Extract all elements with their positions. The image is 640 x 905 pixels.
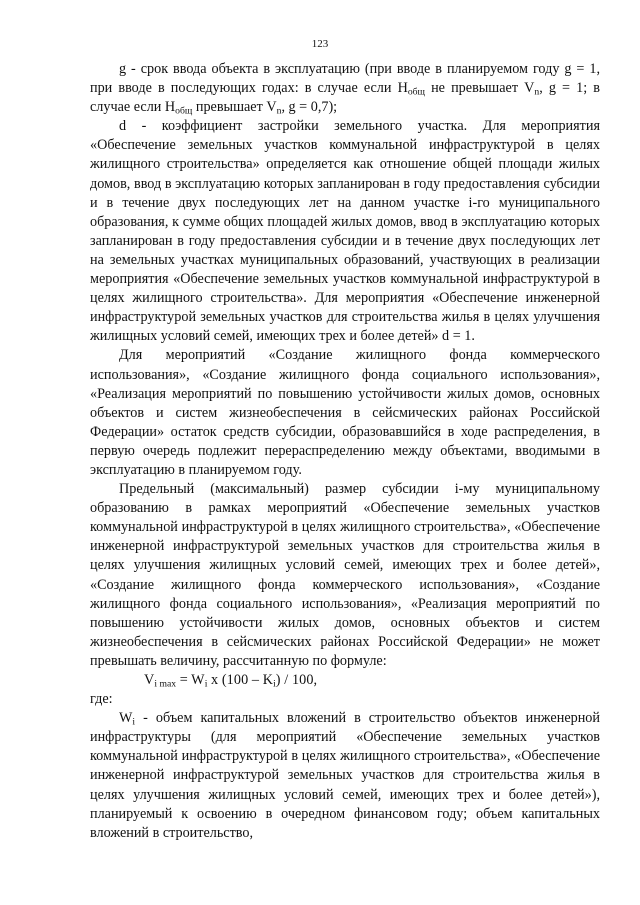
g-definition-lead: g - срок ввода объекта в эксплуатацию (при вводе в планируемом году g = 1, при вводе в последующих годах: в случае если xyxy=(90,61,600,97)
g-definition-tail: , g = 0,7); xyxy=(281,99,338,116)
paragraph-other-measures: Для мероприятий «Создание жилищного фонда коммерческого использования», «Создание жилищного фонда социального использования», «Реализация мероприятий по повышению устойчивости жилых домов, основных объектов и систем жизнеобеспечения в сейсмических районах Российской Федерации» остаток средств субсидии, образовавшийся в ходе распределения, в первую очередь подлежит перераспределению между объектами, вводимыми в эксплуатацию в планируемом году. xyxy=(90,347,600,478)
formula-w-subscript: i xyxy=(204,678,208,690)
g-definition-text: превышает xyxy=(192,99,267,116)
w-symbol: W xyxy=(119,710,133,727)
page-number: 123 xyxy=(311,38,329,50)
v-n-subscript: n xyxy=(276,105,282,117)
formula-v-subscript: i max xyxy=(154,678,177,690)
subsidy-formula xyxy=(90,671,600,690)
formula-k-subscript: i xyxy=(273,678,276,690)
paragraph-w-definition xyxy=(90,709,600,843)
formula-v-symbol: V xyxy=(144,672,155,688)
formula-middle: x (100 – K xyxy=(207,672,274,688)
v-n-subscript: n xyxy=(534,86,540,98)
paragraph-g-definition xyxy=(90,60,600,117)
document-body xyxy=(90,60,600,843)
formula-tail: ) / 100, xyxy=(275,672,318,688)
h-total-symbol: H xyxy=(397,80,408,97)
h-total-subscript: общ xyxy=(175,105,193,117)
w-subscript: i xyxy=(132,716,136,728)
paragraph-subsidy-limit: Предельный (максимальный) размер субсидии i-му муниципальному образованию в рамках мероприятий «Обеспечение земельных участков коммунальной инфраструктурой в целях жилищного строительства», «Обеспечение инженерной инфраструктурой земельных участков для строительства жилья в целях улучшения жилищных условий семей, имеющих трех и более детей», «Создание жилищного фонда коммерческого использования», «Создание жилищного фонда социального использования», «Реализация мероприятий по повышению устойчивости жилых домов, основных объектов и систем жизнеобеспечения в сейсмических районах Российской Федерации» не может превышать величину, рассчитанную по формуле: xyxy=(90,481,600,669)
v-n-symbol: V xyxy=(524,80,535,97)
h-total-subscript: общ xyxy=(407,86,425,98)
formula-equals-w: = W xyxy=(176,672,205,688)
paragraph-d-definition: d - коэффициент застройки земельного участка. Для мероприятия «Обеспечение земельных участков коммунальной инфраструктурой в целях жилищного строительства» определяется как отношение общей площади жилых домов, ввод в эксплуатацию которых запланирован в году предоставления субсидии и в течение двух последующих лет на данном участке i-го муниципального образования, к сумме общих площадей жилых домов, ввод в эксплуатацию которых запланирован в году предоставления субсидии и в течение двух последующих лет на земельных участках муниципальных образований, участвующих в реализации мероприятия «Обеспечение земельных участков коммунальной инфраструктурой в целях жилищного строительства». Для мероприятия «Обеспечение инженерной инфраструктурой земельных участков для строительства жилья в целях улучшения жилищных условий семей, имеющих трех и более детей» d = 1. xyxy=(90,118,600,345)
v-n-symbol: V xyxy=(266,99,277,116)
g-definition-text: не превышает xyxy=(424,80,525,97)
where-label: где: xyxy=(90,691,113,708)
h-total-symbol: H xyxy=(164,99,176,116)
g-definition-text: , g = 1; в случае если xyxy=(90,80,600,116)
w-definition-text: - объем капитальных вложений в строительство объектов инженерной инфраструктуры (для мероприятий «Обеспечение земельных участков коммунальной инфраструктурой в целях жилищного строительства», «Обеспечение инженерной инфраструктурой земельных участков для строительства жилья в целях улучшения жилищных условий семей, имеющих трех и более детей»), планируемый к освоению в очередном финансовом году; объем капитальных вложений в строительство, xyxy=(90,710,600,841)
